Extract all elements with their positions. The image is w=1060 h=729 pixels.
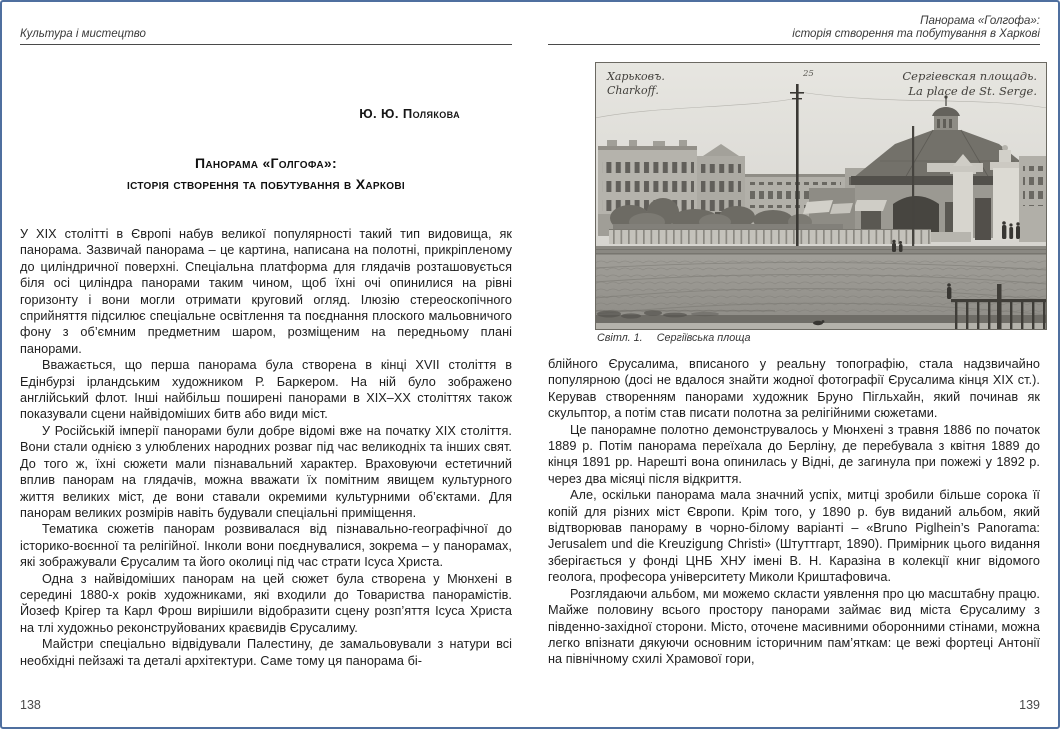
photo-fence [609, 229, 971, 244]
left-running-head-text: Культура і мистецтво [20, 28, 146, 40]
figure-caption-label: Світл. 1. [597, 332, 643, 344]
postcard-city-latin: Charkoff. [607, 84, 659, 97]
postcard-square-cyrillic: Сергіевская площадь. [902, 69, 1037, 83]
figure-caption [597, 332, 751, 344]
article-title-line2: історія створення та побутування в Харкові [127, 176, 405, 192]
author-name: Ю. Ю. Полякова [359, 106, 460, 121]
paragraph: У Російській імперії панорами були добре відомі вже на початку XIX століття. Вони стали однією з улюблених народних розваг під час великодніх та інших свят. До того ж, їхні сюжети мали пізнавальний характер. Враховуючи естетичний вплив панорам на глядачів, можна вважати їх помітним явищем культурного життя великих міст, де вони ставали окремими культурними об’єктами. Для панорам великих розмірів навіть будували спеціальні приміщення. [20, 423, 512, 520]
paragraph: Розглядаючи альбом, ми можемо скласти уявлення про цю масштабну працю. Майже половину всього простору панорами займає вид міста Єрусалиму з південно-західної сторони. Місто, оточене масивними оборонними стінами, можна легко впізнати дякуючи основним історичним пам’яткам: це вежі фортеці Антонії на північному схилі Храмової гори, [548, 586, 1040, 667]
paragraph: У XIX столітті в Європі набув великої популярності такий тип видовища, як панорама. Зазвичай панорама – це картина, написана на полотні, прикріпленому до циліндричної поверхні. Спеціальна платформа для глядачів розташовується біля осі циліндра панорами таким чином, щоб їхні очі опинилися на рівні горизонту і вони могли отримати круговий огляд. Ілюзію стереоскопічного сприйняття підсилює спеціальне освітлення та поєднання плоского мальовничого фону з об’ємним предметним шаром, розміщеним на передньому плані панорами. [20, 227, 512, 356]
left-running-head [20, 0, 512, 45]
left-body-text [20, 226, 512, 669]
figure-caption-text: Сергіївська площа [656, 332, 751, 344]
article-title-line1: Панорама «Голгофа»: [195, 155, 337, 171]
paragraph: Майстри спеціально відвідували Палестину, де замальовували з натури всі необхідні пейзажі та деталі архітектури. Саме тому ця панорама бі- [20, 637, 512, 668]
postcard-city-cyrillic: Харьковъ. [607, 70, 665, 83]
right-body-text [548, 356, 1040, 668]
postcard-illustration [595, 62, 1047, 330]
paragraph: Але, оскільки панорама мала значний успіх, митці зробили більше сорока її копій для різних міст Європи. Крім того, у 1890 р. був виданий альбом, який відтворював панораму в чорно-білому варіанті – «Bruno Piglhein’s Panorama: Jerusalem und die Kreuzigung Christi» (Штуттгарт, 1890). Примірник цього видання зберігається у фонді ЦНБ ХНУ імені В. Н. Каразіна в колекції книг відомого геолога, професора університету Миколи Криштафовича. [548, 488, 1040, 585]
right-running-head-text [792, 15, 1040, 41]
right-page [548, 0, 1040, 729]
right-running-head-line2: історія створення та побутування в Харкові [792, 28, 1040, 40]
right-running-head [548, 0, 1040, 45]
paragraph: Це панорамне полотно демонструвалось у Мюнхені з травня 1886 по початок 1889 р. Потім панорама переїхала до Берліну, де перебувала з квітня 1889 до кінця 1891 рр. Нарешті вона опинилась у Відні, де загинула при пожежі у 1892 р. через два місяці після відкриття. [548, 422, 1040, 486]
article-title [20, 153, 512, 195]
page-number-right: 139 [1019, 698, 1040, 712]
postcard-number: 25 [803, 69, 814, 79]
paragraph: Тематика сюжетів панорам розвивалася від пізнавально-географічної до історико-воєнної та релігійної. Інколи вони поєднувалися, зокрема – у панорамах, які зображували Єрусалим та його околиці під час страти Ісуса Христа. [20, 522, 512, 570]
postcard-photo [595, 62, 1047, 330]
left-page [20, 0, 512, 729]
right-running-head-line1: Панорама «Голгофа»: [920, 15, 1040, 27]
postcard-square-french: La place de St. Serge. [908, 84, 1037, 98]
page-number-left: 138 [20, 698, 41, 712]
paragraph: Вважається, що перша панорама була створена в кінці XVII століття в Едінбурзі ірландським художником Р. Баркером. На ній було зображено англійський флот. Інші найбільш поширені панорами в XIX–XX століттях також показували сцени найвідоміших битв або види міст. [20, 358, 512, 422]
paragraph: Одна з найвідоміших панорам на цей сюжет була створена у Мюнхені в середині 1880-х років художниками, які входили до Товариства панорамістів. Йозеф Крігер та Карл Фрош вирішили відобразити сцену розп’яття Ісуса Христа на тлі художньо реконструйованих краєвидів Єрусалиму. [20, 571, 512, 635]
paragraph: блійного Єрусалима, вписаного у реальну топографію, стала надзвичайно популярною (досі не вдалося знайти жодної фотографії Єрусалима кінця XIX ст.). Керував створенням панорами художник Бруно Пігльхайн, який починав як скульптор, а потім став писати полотна за релігійними сюжетами. [548, 357, 1040, 421]
